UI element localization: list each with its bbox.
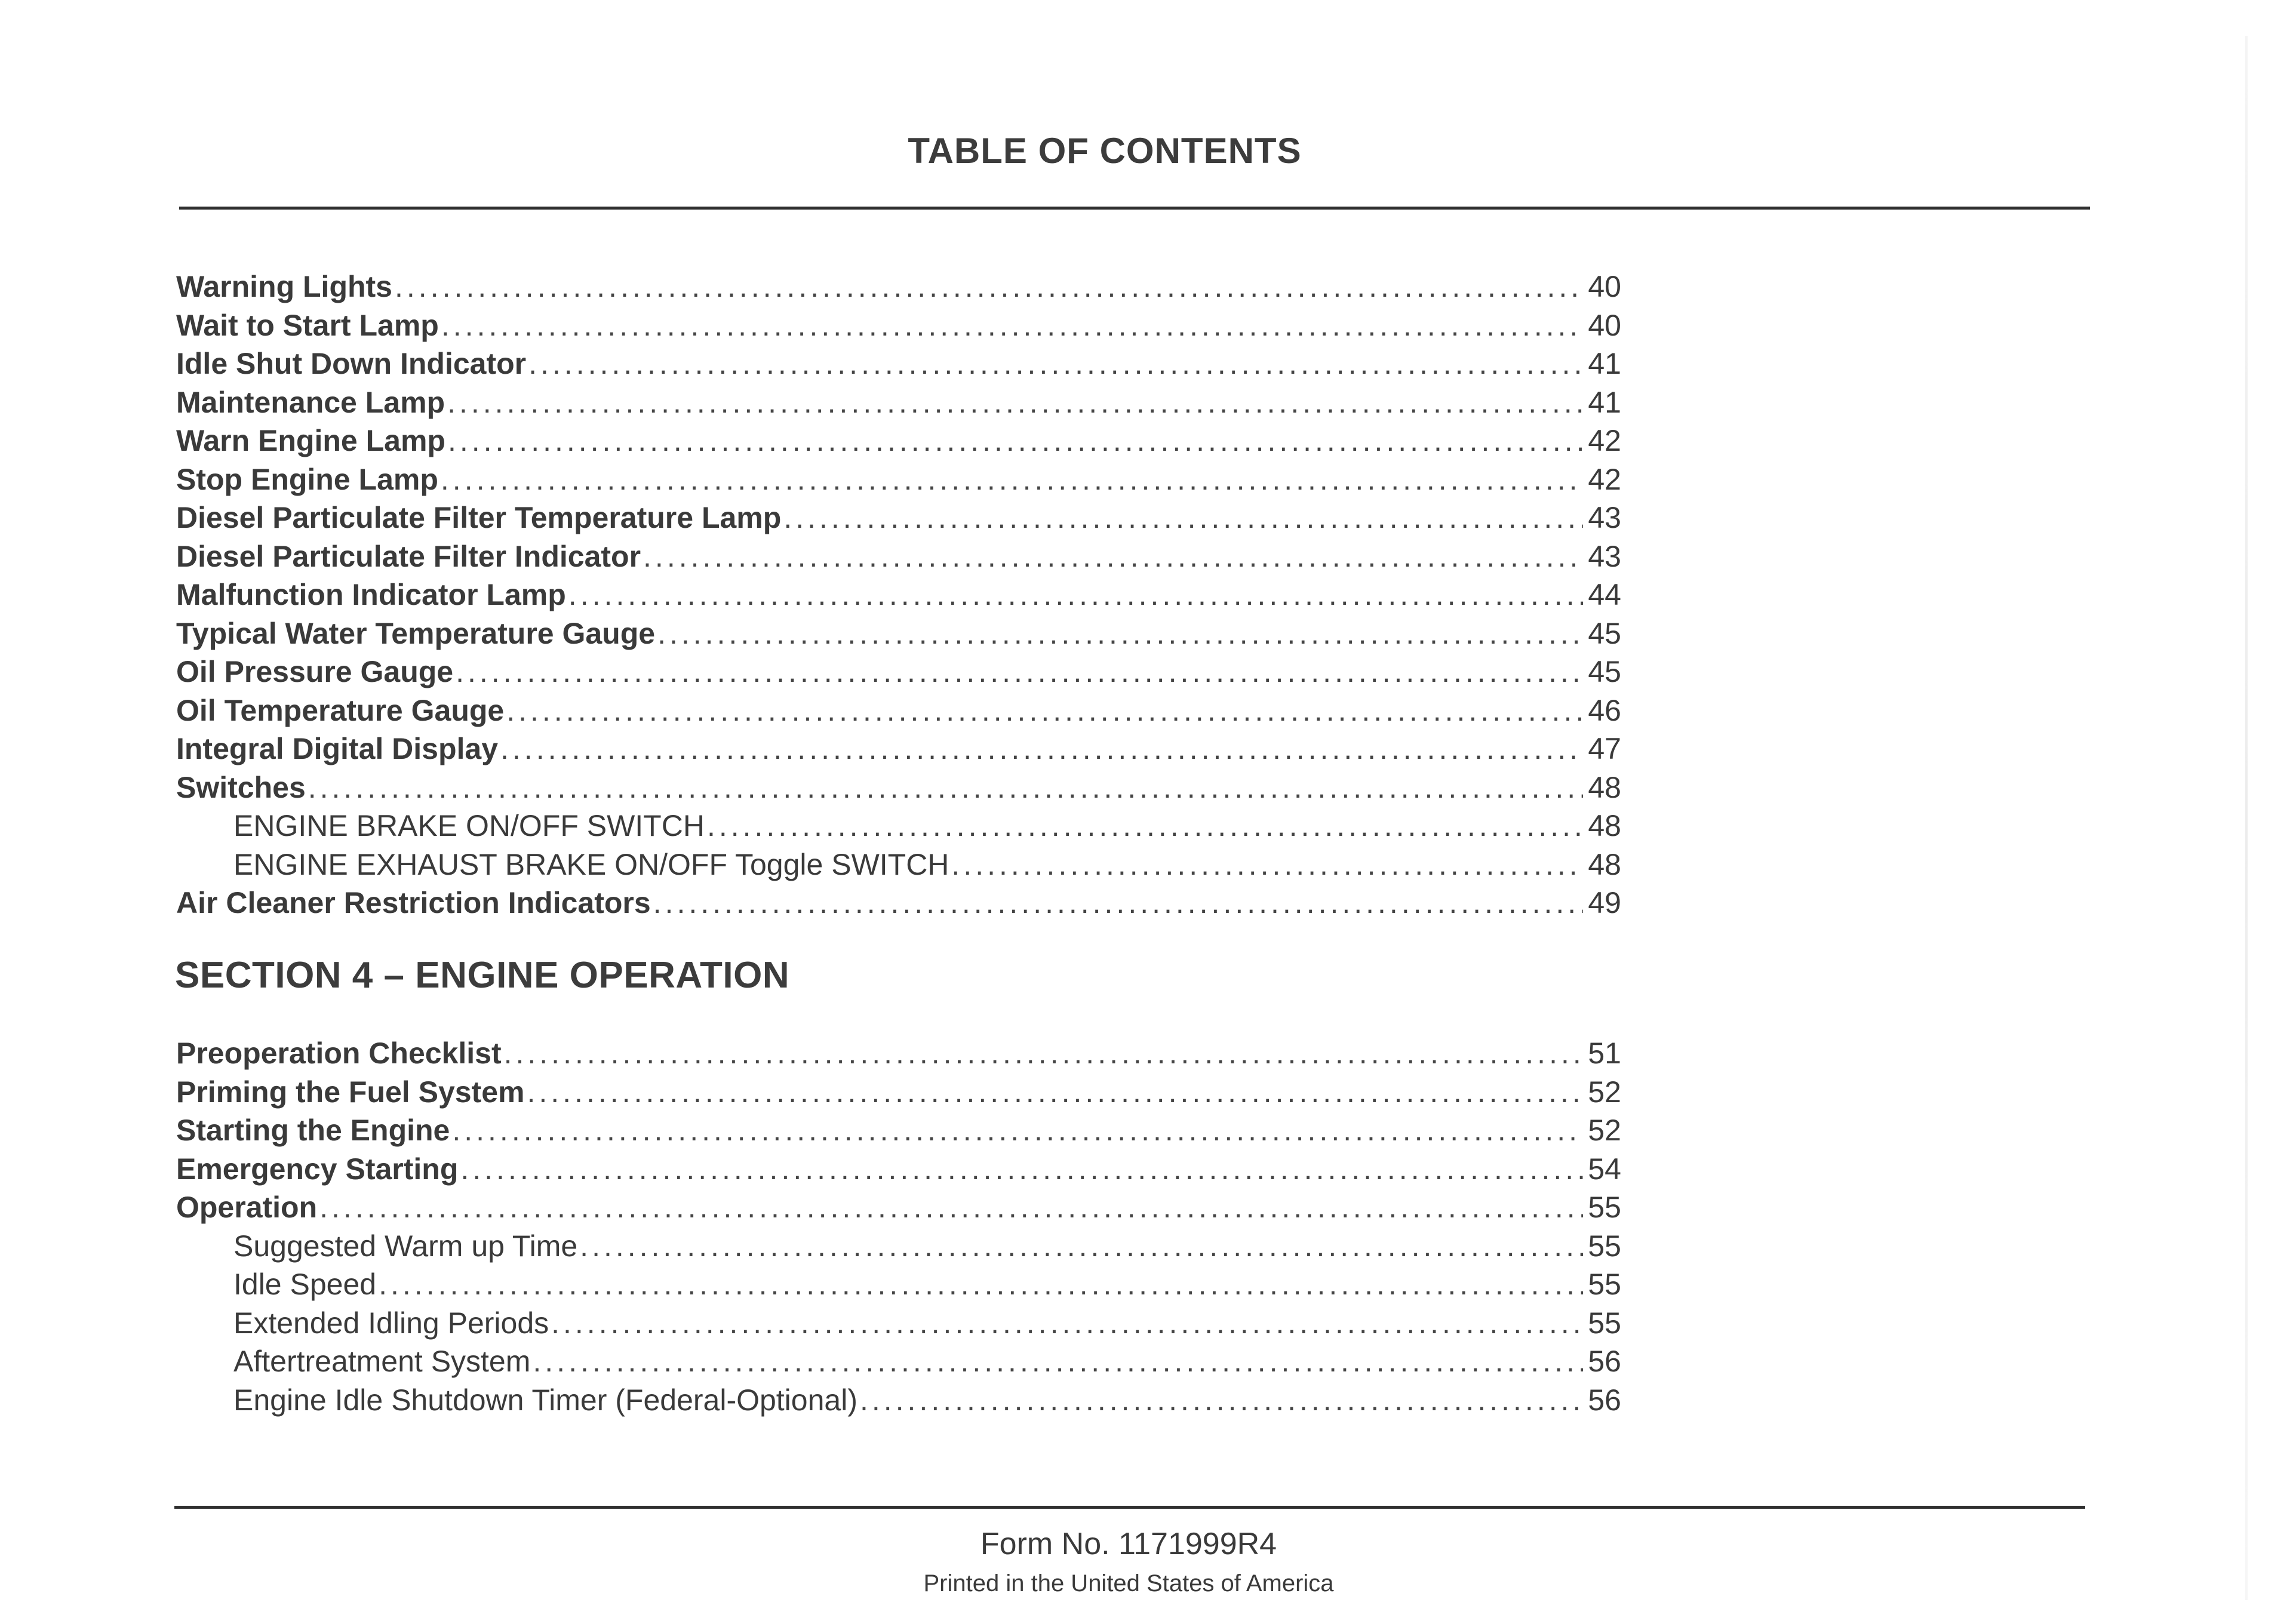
toc-entry-page: 48: [1588, 847, 1621, 881]
toc-list-part1: [176, 267, 1621, 922]
toc-entry-page: 49: [1588, 886, 1621, 919]
dot-leader: [657, 614, 1583, 653]
toc-entry: [176, 807, 1621, 845]
toc-entry-label: Idle Speed: [233, 1268, 377, 1301]
toc-entry-label: Oil Pressure Gauge: [176, 655, 454, 688]
dot-leader: [860, 1381, 1583, 1420]
dot-leader: [527, 1073, 1583, 1112]
dot-leader: [447, 383, 1583, 422]
dot-leader: [533, 1342, 1583, 1381]
toc-entry: [176, 1304, 1621, 1343]
toc-entry-page: 45: [1588, 655, 1621, 688]
form-number: Form No. 1171999R4: [980, 1527, 1277, 1561]
toc-entry-label: Switches: [176, 770, 306, 804]
dot-leader: [783, 499, 1583, 537]
toc-entry-page: 44: [1588, 578, 1621, 611]
dot-leader: [951, 845, 1583, 884]
toc-entry-label: Oil Temperature Gauge: [176, 693, 505, 727]
dot-leader: [504, 1034, 1583, 1073]
toc-entry-label: Air Cleaner Restriction Indicators: [176, 886, 651, 919]
toc-entry: [176, 1342, 1621, 1381]
toc-entry-label: Starting the Engine: [176, 1114, 450, 1147]
toc-entry-label: Diesel Particulate Filter Indicator: [176, 539, 641, 573]
toc-entry-page: 55: [1588, 1268, 1621, 1301]
toc-entry-page: 52: [1588, 1114, 1621, 1147]
toc-entry-page: 48: [1588, 809, 1621, 842]
toc-entry-page: 40: [1588, 270, 1621, 303]
dot-leader: [441, 306, 1583, 345]
bottom-divider: [174, 1506, 2085, 1509]
toc-entry-label: Maintenance Lamp: [176, 385, 445, 419]
toc-entry-page: 47: [1588, 732, 1621, 765]
toc-entry-page: 55: [1588, 1191, 1621, 1224]
toc-list-section4: [176, 1034, 1621, 1419]
toc-entry-page: 42: [1588, 462, 1621, 496]
dot-leader: [707, 807, 1583, 845]
toc-entry-page: 51: [1588, 1036, 1621, 1070]
toc-entry-label: Emergency Starting: [176, 1152, 459, 1186]
toc-entry-label: ENGINE BRAKE ON/OFF SWITCH: [233, 809, 705, 842]
toc-entry: [176, 460, 1621, 499]
toc-entry-label: Integral Digital Display: [176, 732, 499, 765]
toc-entry-label: Extended Idling Periods: [233, 1306, 549, 1340]
toc-entry-page: 42: [1588, 424, 1621, 457]
toc-entry-page: 56: [1588, 1383, 1621, 1417]
toc-entry: [176, 1227, 1621, 1266]
toc-entry: [176, 1265, 1621, 1304]
dot-leader: [308, 768, 1583, 807]
toc-entry-label: Engine Idle Shutdown Timer (Federal-Optional): [233, 1383, 857, 1417]
toc-entry: [176, 1150, 1621, 1189]
dot-leader: [448, 422, 1583, 460]
dot-leader: [456, 653, 1583, 691]
dot-leader: [452, 1111, 1583, 1150]
toc-entry-page: 45: [1588, 616, 1621, 650]
printed-note: Printed in the United States of America: [923, 1570, 1334, 1597]
dot-leader: [379, 1265, 1583, 1304]
toc-entry-label: ENGINE EXHAUST BRAKE ON/OFF Toggle SWITCH: [233, 847, 949, 881]
toc-entry-label: Warn Engine Lamp: [176, 424, 445, 457]
toc-entry-page: 41: [1588, 385, 1621, 419]
section-heading: SECTION 4 – ENGINE OPERATION: [175, 955, 790, 996]
toc-entry-page: 43: [1588, 539, 1621, 573]
toc-entry-page: 43: [1588, 501, 1621, 534]
toc-entry-page: 54: [1588, 1152, 1621, 1186]
top-divider: [179, 207, 2090, 210]
dot-leader: [506, 691, 1583, 730]
toc-entry: [176, 653, 1621, 691]
toc-entry-label: Warning Lights: [176, 270, 392, 303]
dot-leader: [643, 537, 1583, 576]
scan-edge-shadow: [2245, 36, 2248, 1600]
toc-entry-label: Wait to Start Lamp: [176, 308, 439, 342]
toc-entry-page: 40: [1588, 308, 1621, 342]
toc-entry: [176, 576, 1621, 614]
toc-entry-page: 48: [1588, 770, 1621, 804]
toc-entry-label: Aftertreatment System: [233, 1345, 531, 1378]
toc-entry-page: 46: [1588, 693, 1621, 727]
toc-entry-label: Priming the Fuel System: [176, 1075, 525, 1109]
toc-entry: [176, 1034, 1621, 1073]
toc-entry-page: 52: [1588, 1075, 1621, 1109]
toc-entry: [176, 383, 1621, 422]
toc-entry: [176, 1188, 1621, 1227]
dot-leader: [441, 460, 1583, 499]
toc-entry: [176, 499, 1621, 537]
toc-entry: [176, 1073, 1621, 1112]
toc-entry-page: 41: [1588, 347, 1621, 380]
dot-leader: [568, 576, 1583, 614]
page-title: TABLE OF CONTENTS: [908, 131, 1302, 171]
toc-entry: [176, 1381, 1621, 1420]
toc-entry-label: Idle Shut Down Indicator: [176, 347, 527, 380]
toc-entry: [176, 845, 1621, 884]
toc-entry: [176, 306, 1621, 345]
toc-entry: [176, 267, 1621, 306]
toc-entry: [176, 422, 1621, 460]
toc-entry: [176, 614, 1621, 653]
toc-entry-page: 55: [1588, 1229, 1621, 1263]
dot-leader: [319, 1188, 1583, 1227]
toc-entry-label: Diesel Particulate Filter Temperature Lamp: [176, 501, 782, 534]
toc-entry-label: Typical Water Temperature Gauge: [176, 616, 656, 650]
toc-entry: [176, 1111, 1621, 1150]
toc-entry: [176, 345, 1621, 383]
dot-leader: [580, 1227, 1583, 1266]
toc-entry-label: Stop Engine Lamp: [176, 462, 438, 496]
dot-leader: [528, 345, 1583, 383]
toc-entry-page: 55: [1588, 1306, 1621, 1340]
dot-leader: [460, 1150, 1583, 1189]
toc-entry: [176, 691, 1621, 730]
dot-leader: [653, 884, 1583, 922]
toc-entry-label: Operation: [176, 1191, 318, 1224]
toc-entry-label: Malfunction Indicator Lamp: [176, 578, 566, 611]
toc-entry: [176, 884, 1621, 922]
toc-entry: [176, 537, 1621, 576]
dot-leader: [500, 730, 1583, 768]
toc-entry: [176, 730, 1621, 768]
toc-entry-label: Suggested Warm up Time: [233, 1229, 578, 1263]
toc-entry-page: 56: [1588, 1345, 1621, 1378]
toc-entry-label: Preoperation Checklist: [176, 1036, 502, 1070]
dot-leader: [551, 1304, 1583, 1343]
dot-leader: [395, 267, 1583, 306]
toc-entry: [176, 768, 1621, 807]
